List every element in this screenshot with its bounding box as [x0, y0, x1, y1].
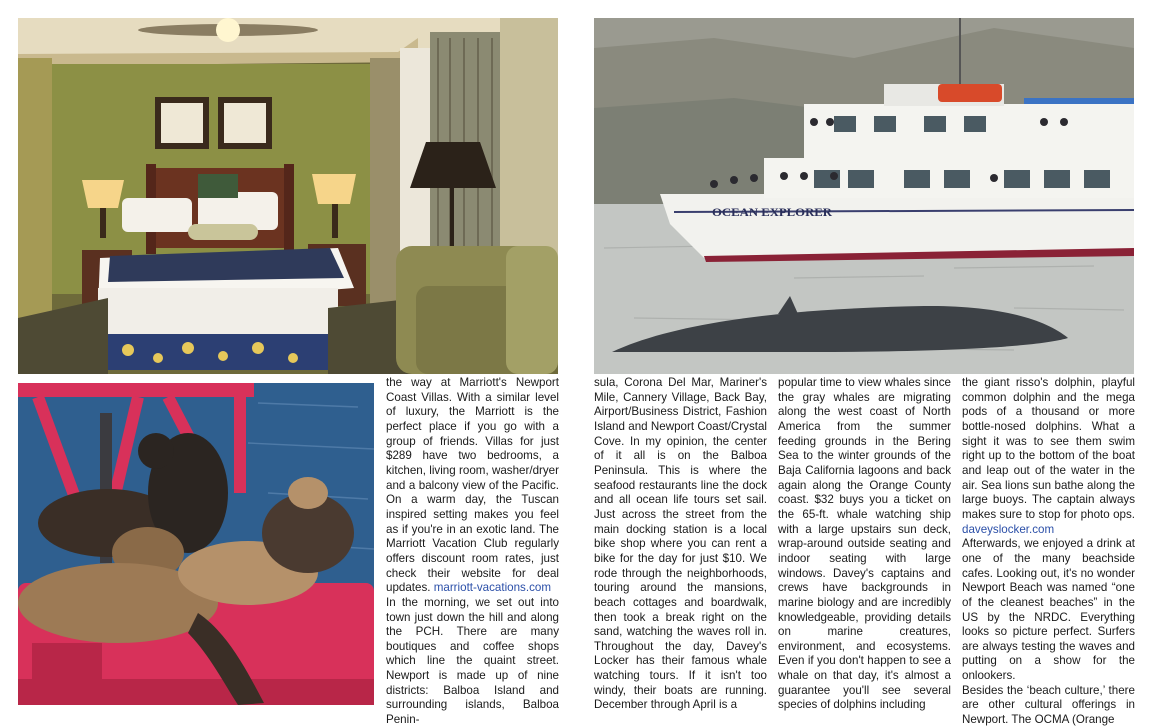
paragraph: sula, Corona Del Mar, Mariner's Mile, Cannery Village, Back Bay, Airport/Business District, Fashion Island and Newport Coast/Crystal Cove. In my opinion, the center of it all is on the Balboa Peninsula. This is where the seafood restaurants line the dock and all ocean life tours set sail. Just across the street from the main docking station is a local bike shop where you can rent a bike for the day for just $10. We rode through the neighborhoods, touring around the mansions, beach cottages and boardwalk, then took a break right on the sand, watching the waves roll in. Throughout the day, Davey's Locker has their famous whale watching tours. If it isn't too windy, their boats are running. December through April is a: [594, 376, 767, 712]
paragraph: the giant risso's dolphin, playful common dolphin and the mega pods of a thousand or more bottle-nosed dolphins. What a sight it was to see them swim right up to the bottom of the boat and leap out of the water in the air. Sea lions sun bathe along the large buoys. The captain always makes sure to stop for photo ops. daveyslocker.com: [962, 376, 1135, 536]
paragraph: the way at Marriott's Newport Coast Villas. With a similar level of luxury, the Marriott is the perfect place if you go with a group of friends. Villas for just $289 have two bedrooms, a kitchen, living room, washer/dryer and a balcony view of the Pacific. On a warm day, the Tuscan inspired setting makes you feel as if you're in an exotic land. The Marriott Vacation Club regularly offers discount room rates, just check their website for deal updates. marriott-vacations.com: [386, 376, 559, 595]
hotel-room-photo: [18, 18, 558, 374]
paragraph: Besides the ‘beach culture,’ there are other cultural offerings in Newport. The OCMA (Orange: [962, 683, 1135, 727]
article-column-1: [386, 376, 559, 727]
paragraph: popular time to view whales since the gray whales are migrating along the west coast of North America from the summer feeding grounds in the Bering Sea to the winter grounds of the Baja California lagoons and back again along the Orange County coast. $32 buys you a ticket on the 65-ft. whale watching ship with a large upstairs sun deck, wrap-around outside seating and indoor seating with large windows. Davey's captains and crews have backgrounds in marine biology and are incredibly knowledgeable, providing details on marine creatures, environment, and ecosystems. Even if you don't happen to see a whale on that day, it's almost a guarantee you'll see several species of dolphins including: [778, 376, 951, 712]
boat-name-label: OCEAN EXPLORER: [712, 205, 833, 219]
whale-watching-photo: [594, 18, 1134, 374]
paragraph: Afterwards, we enjoyed a drink at one of the many beachside cafes. Looking out, it's no wonder Newport Beach was named “one of the cleanest beaches” in the US by the NRDC. Everything looks so picture perfect. Surfers are always testing the waves and putting on a show for the onlookers.: [962, 537, 1135, 683]
article-column-3: [778, 376, 951, 712]
sea-lions-photo: [18, 383, 374, 705]
daveyslocker-link[interactable]: daveyslocker.com: [962, 522, 1055, 536]
paragraph: In the morning, we set out into town just down the hill and along the PCH. There are many boutiques and coffee shops which line the quaint street. Newport is made up of nine districts: Balboa Island and surrounding islands, Balboa Penin-: [386, 595, 559, 727]
article-column-2: [594, 376, 767, 712]
article-column-4: [962, 376, 1135, 727]
marriott-link[interactable]: marriott-vacations.com: [433, 581, 551, 595]
